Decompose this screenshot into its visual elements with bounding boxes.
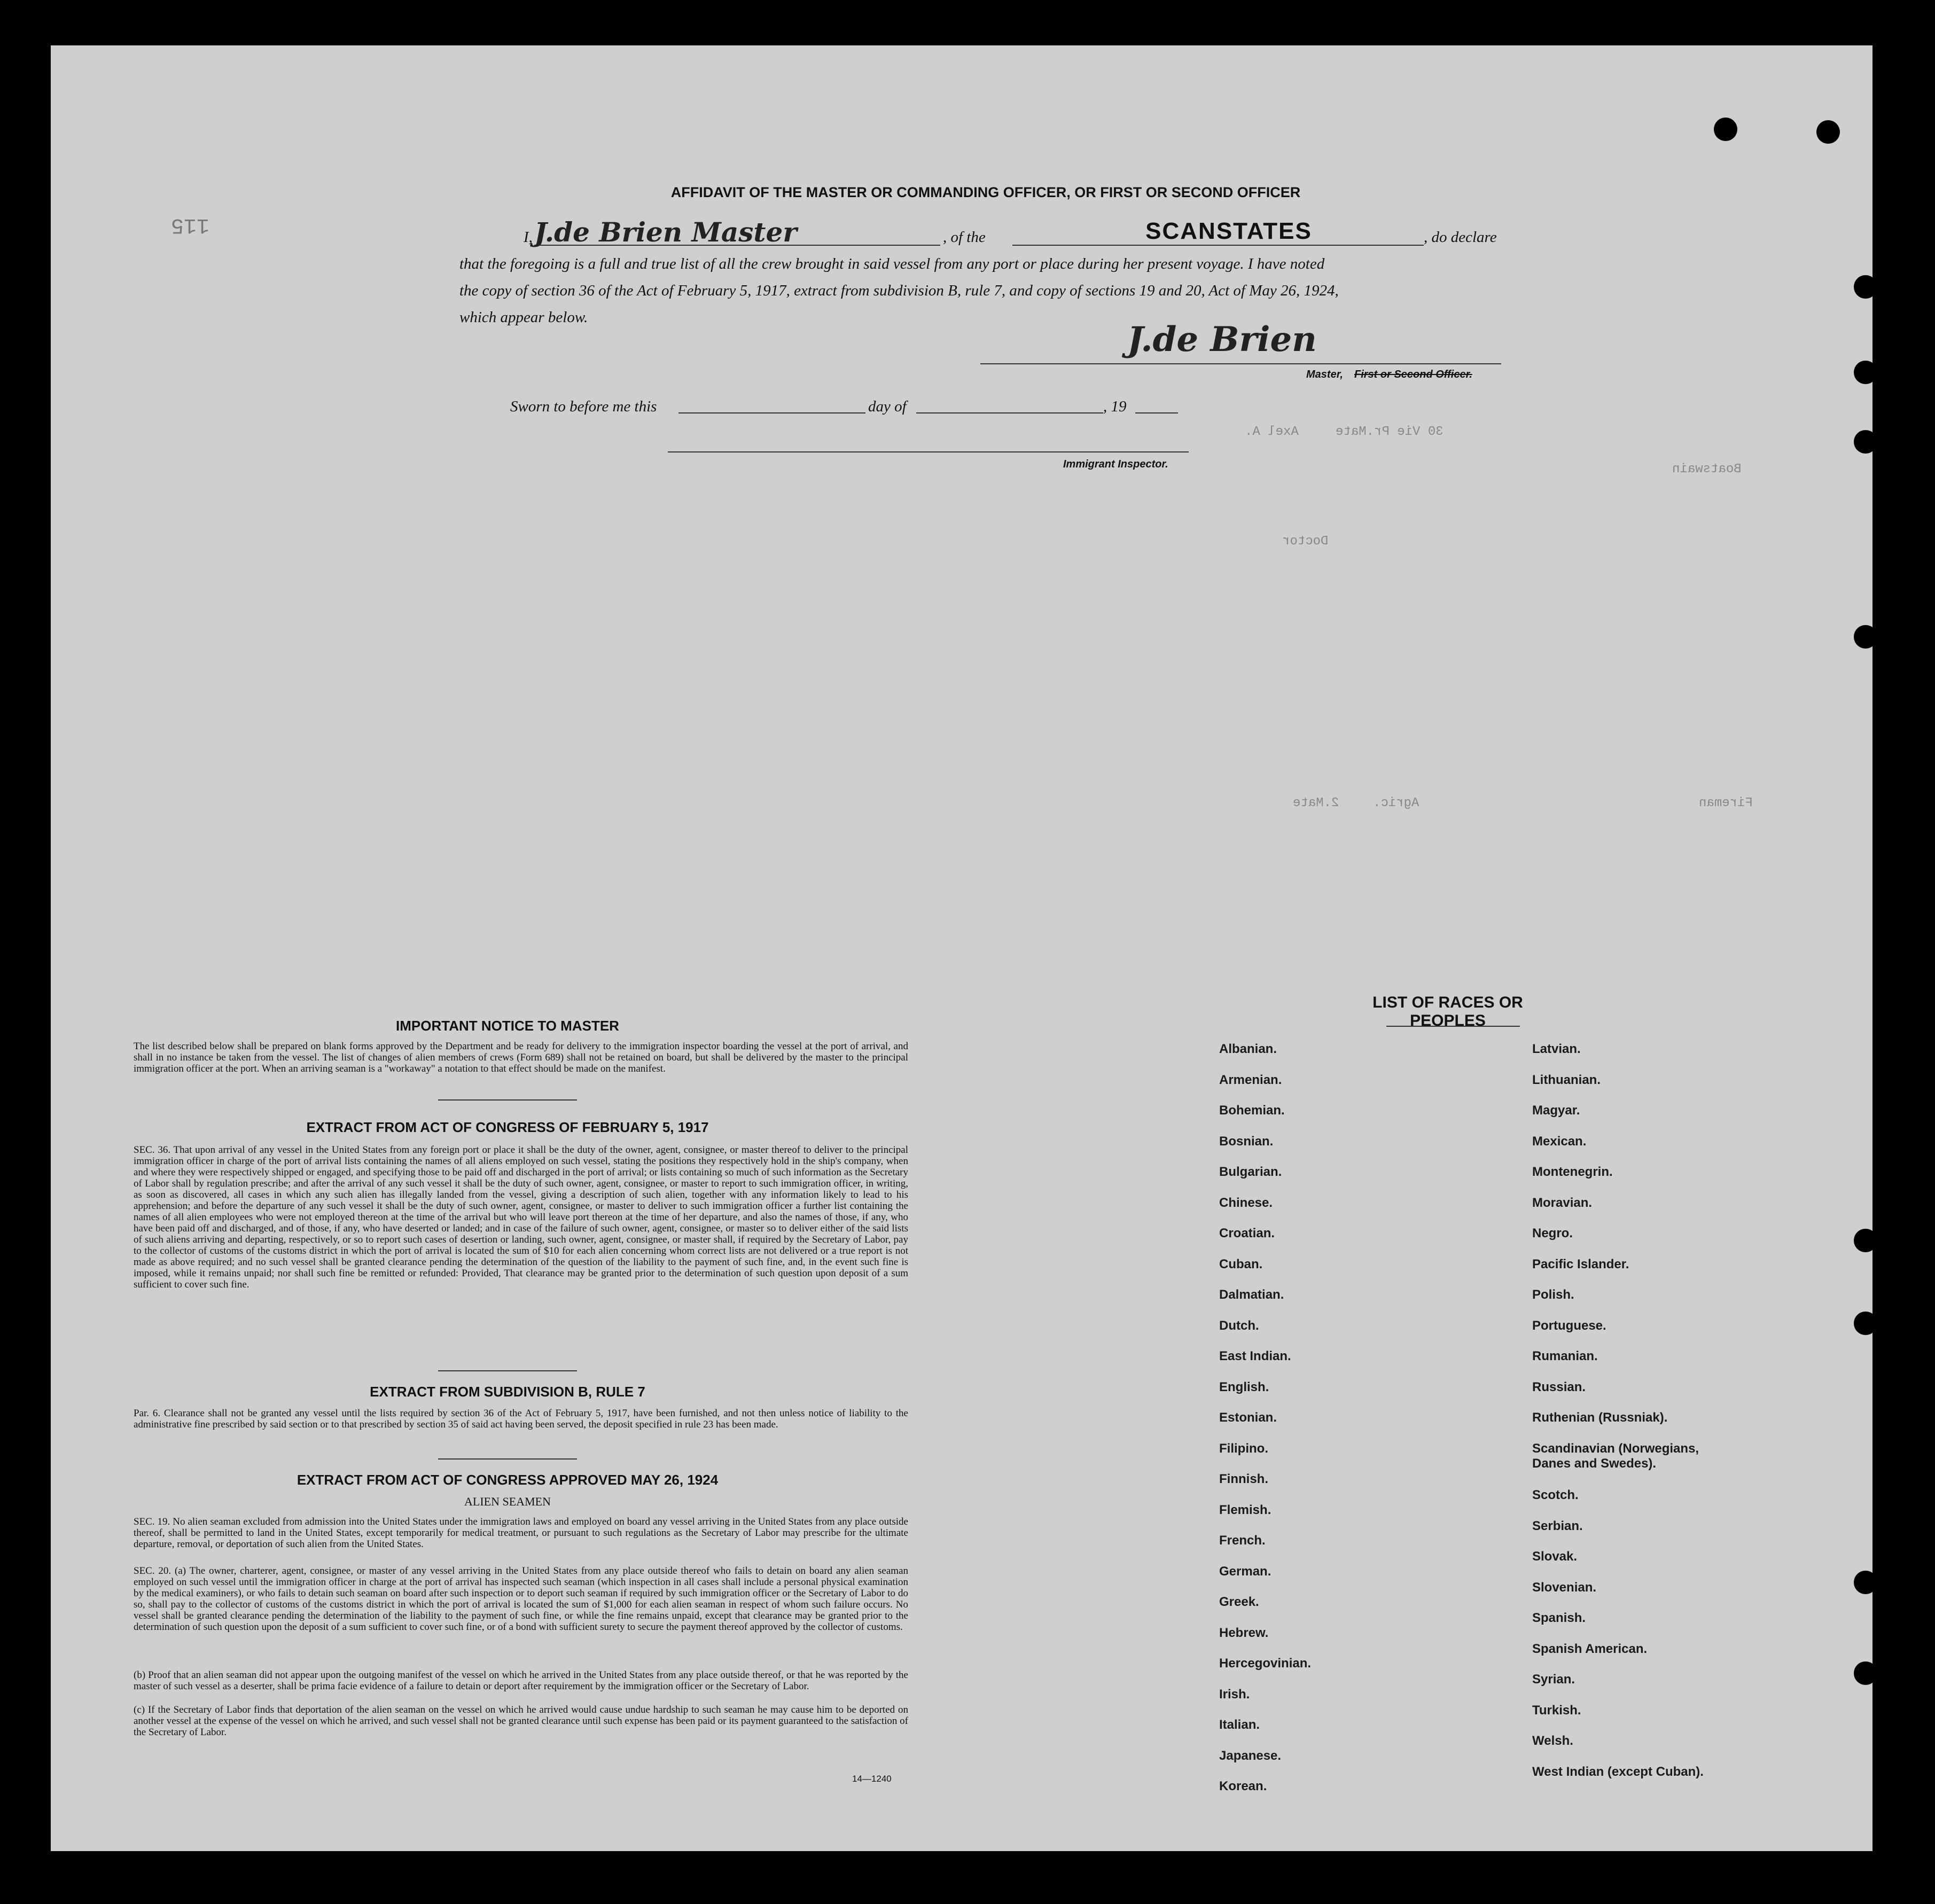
race-item: Spanish. — [1532, 1611, 1586, 1625]
race-item: Rumanian. — [1532, 1349, 1598, 1363]
race-item: Finnish. — [1219, 1472, 1268, 1486]
race-item: Polish. — [1532, 1287, 1574, 1302]
bleed-through-text: Doctor — [1282, 534, 1329, 549]
of-the-label: , of the — [943, 229, 986, 246]
race-item: Bosnian. — [1219, 1134, 1274, 1149]
inspector-label: Immigrant Inspector. — [1063, 458, 1168, 470]
race-item: Filipino. — [1219, 1441, 1268, 1456]
race-item: Dutch. — [1219, 1318, 1259, 1333]
sec-20c-text: (c) If the Secretary of Labor finds that deportation of the alien seaman on the vessel on which he arrived would cause undue hardship to such seaman he may cause him to be deported on another vessel at the expense of the vessel on which he arrived, and such vessel shall not be granted clearance until such expense has been paid or its payment guaranteed to the satisfaction of the Secretary of Labor. — [134, 1704, 908, 1738]
sec-19-text: SEC. 19. No alien seaman excluded from admission into the United States under the immigration laws and employed on board any vessel arriving in the United States from any place outside thereof, shall be permitted to land in the United States, except temporarily for medical treatment, or pursuant to such regulations as the Secretary of Labor may prescribe for the ultimate departure, removal, or deportation of such alien from the United States. — [134, 1516, 908, 1550]
affidavit-line-4: which appear below. — [459, 309, 588, 326]
race-item: Irish. — [1219, 1687, 1250, 1702]
subdivision-body: Par. 6. Clearance shall not be granted any vessel until the lists required by section 36 of the Act of February 5, 1917, have been furnished, and not then unless notice of liability to the administrative fine prescribed by said section or to that prescribed by section 35 of said act having been served, the deposit specified in rule 23 has been made. — [134, 1408, 908, 1430]
extract-1917-body: SEC. 36. That upon arrival of any vessel in the United States from any foreign port or place it shall be the duty of the owner, agent, consignee, or master thereof to deliver to the principal immigration officer in charge of the port of arrival lists containing the names of all aliens employed on such vessel, stating the positions they respectively hold in the ship's company, when and where they were respectively shipped or engaged, and specifying those to be paid off and discharged in the port of arrival; or lists containing so much of such information as the Secretary of Labor shall by regulation prescribe; and after the arrival of any such vessel it shall be the duty of such owner, agent, consignee, or master to report to such immigration officer, in writing, as soon as discovered, all cases in which any such alien has illegally landed from the vessel, giving a description of such alien, together with any information likely to lead to his apprehension; and before the departure of any such vessel it shall be the duty of such owner, agent, consignee, or master to deliver to such immigration officer a further list containing the names of all alien employees who were not employed thereon at the time of the arrival but who will leave port thereon at the time of her departure, and also the names of those, if any, who have been paid off and discharged, and of those, if any, who have deserted or landed; and in case of the failure of such owner, agent, consignee, or master so to deliver either of the said lists of such aliens arriving and departing, respectively, or so to report such cases of desertion or landing, such owner, agent, consignee, or master shall, if required by the Secretary of Labor, pay to the collector of customs of the customs district in which the port of arrival is located the sum of $10 for each alien concerning whom correct lists are not delivered or a true report is not made as above required; and no such vessel shall be granted clearance pending the determination of the question of the liability to the payment of such fine, and, in the event such fine is imposed, while it remains unpaid; nor shall such fine be remitted or refunded: Provided, That clearance may be granted prior to the determination of such question upon deposit of a sum sufficient to cover such fine. — [134, 1144, 908, 1290]
race-item: French. — [1219, 1533, 1266, 1548]
do-declare-label: , do declare — [1424, 229, 1497, 246]
race-item: Estonian. — [1219, 1410, 1277, 1425]
race-item: German. — [1219, 1564, 1271, 1579]
race-item: Dalmatian. — [1219, 1287, 1284, 1302]
page-number: 115 — [171, 213, 210, 237]
sec-20a-text: SEC. 20. (a) The owner, charterer, agent, consignee, or master of any vessel arriving in the United States from any place outside thereof who fails to detain on board any alien seaman employed on such vessel until the immigration officer in charge at the port of arrival has inspected such seaman (which inspection in all cases shall include a personal physical examination by the medical examiners), or who fails to detain such seaman on board after such inspection or to deport such seaman if required by such immigration officer or the Secretary of Labor to do so, shall pay to the collector of customs of the customs district in which the port of arrival is located the sum of $1,000 for each alien seaman in respect of whom such failure occurs. No vessel shall be granted clearance pending the determination of the liability to the payment of such fine, or while the fine remains unpaid, except that clearance may be granted prior to the determination of such question upon the deposit of a sum sufficient to cover such fine, or of a bond with sufficient surety to secure the payment thereof approved by the collector of customs. — [134, 1565, 908, 1633]
vessel-name: SCANSTATES — [1145, 218, 1312, 244]
race-item: English. — [1219, 1379, 1269, 1394]
race-item: Japanese. — [1219, 1748, 1282, 1763]
race-item: Turkish. — [1532, 1703, 1581, 1718]
race-item: Croatian. — [1219, 1226, 1275, 1240]
bleed-through-text: Axel A. — [1245, 425, 1299, 439]
extract-1917-title: EXTRACT FROM ACT OF CONGRESS OF FEBRUARY 5, 1917 — [306, 1119, 709, 1135]
race-item: Hebrew. — [1219, 1625, 1269, 1640]
punch-hole — [1854, 1571, 1877, 1594]
master-signature: J.de Brien Master — [534, 216, 797, 248]
race-item: Korean. — [1219, 1779, 1267, 1793]
race-item: Italian. — [1219, 1718, 1260, 1732]
race-item: Cuban. — [1219, 1257, 1263, 1271]
race-item: Chinese. — [1219, 1195, 1273, 1210]
subdivision-title: EXTRACT FROM SUBDIVISION B, RULE 7 — [370, 1384, 645, 1400]
race-item: Portuguese. — [1532, 1318, 1606, 1333]
race-item: West Indian (except Cuban). — [1532, 1764, 1704, 1779]
punch-hole — [1854, 1661, 1877, 1685]
sec-20b-text: (b) Proof that an alien seaman did not appear upon the outgoing manifest of the vessel on which he arrived in the United States from any place outside thereof, or that he was reported by the master of such vessel as a deserter, shall be prima facie evidence of a failure to detain or deport after requirement by the immigration officer or the Secretary of Labor. — [134, 1669, 908, 1692]
race-item: Russian. — [1532, 1379, 1586, 1394]
sworn-label: Sworn to before me this — [510, 398, 657, 415]
races-title: LIST OF RACES OR PEOPLES — [1372, 994, 1523, 1029]
race-item: Welsh. — [1532, 1734, 1573, 1748]
punch-hole — [1854, 430, 1877, 454]
bleed-through-text: Agric. — [1373, 796, 1419, 810]
extract-1924-subtitle: ALIEN SEAMEN — [464, 1495, 551, 1508]
race-item: Bohemian. — [1219, 1103, 1285, 1118]
race-item: Pacific Islander. — [1532, 1257, 1629, 1271]
race-item: Mexican. — [1532, 1134, 1587, 1149]
first-second-officer-label: First or Second Officer. — [1354, 369, 1472, 380]
race-item: Ruthenian (Russniak). — [1532, 1410, 1668, 1425]
race-item: Slovak. — [1532, 1549, 1578, 1564]
race-item: Negro. — [1532, 1226, 1573, 1240]
race-item: Syrian. — [1532, 1672, 1575, 1687]
race-item: Hercegovinian. — [1219, 1656, 1312, 1671]
race-item: Scotch. — [1532, 1488, 1579, 1502]
punch-hole — [1854, 1229, 1877, 1252]
bleed-through-text: Fireman — [1699, 796, 1753, 810]
race-item: Moravian. — [1532, 1195, 1593, 1210]
race-item: Flemish. — [1219, 1502, 1271, 1517]
race-item: Bulgarian. — [1219, 1165, 1282, 1179]
punch-hole — [1854, 361, 1877, 384]
master-label: Master, — [1306, 369, 1343, 380]
affidavit-line-3: the copy of section 36 of the Act of February 5, 1917, extract from subdivision B, rule 7, and copy of sections 19 and 20, Act of May 26, 1924, — [459, 282, 1339, 299]
i-label: I, — [524, 229, 533, 246]
race-item: Lithuanian. — [1532, 1072, 1601, 1087]
race-item: Magyar. — [1532, 1103, 1580, 1118]
race-item: Greek. — [1219, 1595, 1259, 1609]
race-item: Albanian. — [1219, 1042, 1277, 1056]
race-item: Latvian. — [1532, 1042, 1581, 1056]
bleed-through-text: Boatswain — [1672, 462, 1742, 477]
bleed-through-text: 30 Vie Pr.Mate — [1336, 425, 1444, 439]
notice-title: IMPORTANT NOTICE TO MASTER — [396, 1018, 619, 1034]
punch-hole — [1714, 118, 1737, 141]
punch-hole — [1854, 1312, 1877, 1335]
race-item: Armenian. — [1219, 1072, 1282, 1087]
punch-hole — [1854, 275, 1877, 299]
race-item: East Indian. — [1219, 1349, 1291, 1363]
notice-body: The list described below shall be prepared on blank forms approved by the Department and be ready for delivery to the immigration inspector boarding the vessel at the port of arrival, and shall in no instance be taken from the vessel. The list of changes of alien members of crews (Form 689) shall not be retained on board, but shall be delivered by the master to the principal immigration officer at the port. When an arriving seaman is a "workaway" a notation to that effect should be made on the manifest. — [134, 1041, 908, 1074]
race-item: Montenegrin. — [1532, 1165, 1613, 1179]
bleed-through-text: 2.Mate — [1293, 796, 1339, 810]
affidavit-title: AFFIDAVIT OF THE MASTER OR COMMANDING OFFICER, OR FIRST OR SECOND OFFICER — [670, 184, 1301, 200]
race-item: Spanish American. — [1532, 1641, 1648, 1656]
affidavit-line-2: that the foregoing is a full and true list of all the crew brought in said vessel from any port or place during her present voyage. I have noted — [459, 255, 1325, 272]
punch-hole — [1816, 120, 1840, 144]
punch-hole — [1854, 625, 1877, 649]
race-item: Serbian. — [1532, 1518, 1583, 1533]
extract-1924-title: EXTRACT FROM ACT OF CONGRESS APPROVED MAY 26, 1924 — [297, 1472, 719, 1488]
day-of-label: day of — [868, 398, 907, 415]
year-label: , 19 — [1103, 398, 1127, 415]
form-number: 14—1240 — [852, 1774, 892, 1784]
race-item: Slovenian. — [1532, 1580, 1597, 1595]
race-item: Scandinavian (Norwegians, Danes and Swedes). — [1532, 1441, 1699, 1471]
officer-signature: J.de Brien — [1127, 319, 1317, 360]
